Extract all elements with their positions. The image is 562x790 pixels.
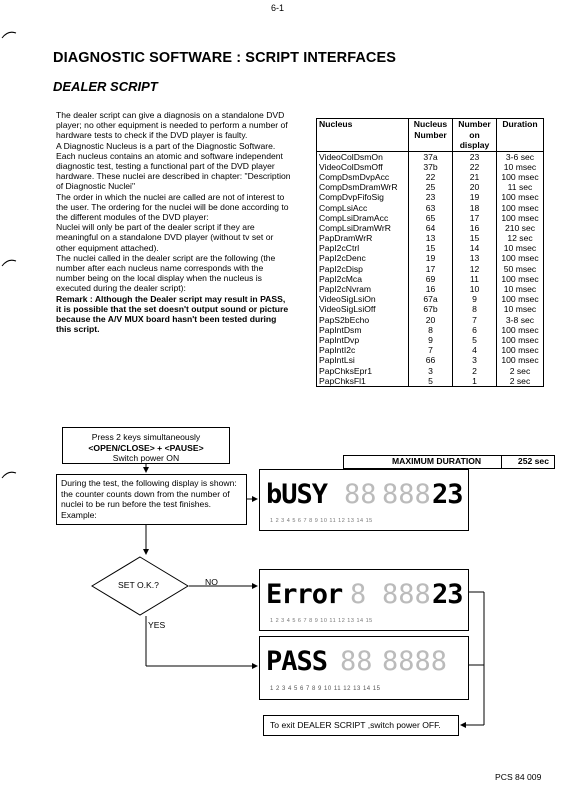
nucleus-number-cell: 3	[409, 365, 453, 375]
nucleus-number-cell: 69	[409, 274, 453, 284]
duration-cell: 210 sec	[497, 223, 544, 233]
nucleus-name-cell: VideoSigLsiOn	[317, 294, 409, 304]
nucleus-name-cell: PapIntI2c	[317, 345, 409, 355]
display-number-cell: 17	[453, 213, 497, 223]
display-busy-counter: 23	[432, 479, 463, 510]
display-number-cell: 3	[453, 355, 497, 365]
display-number-cell: 6	[453, 325, 497, 335]
display-number-cell: 1	[453, 376, 497, 387]
nucleus-number-cell: 19	[409, 253, 453, 263]
duration-cell: 100 msec	[497, 274, 544, 284]
nucleus-number-cell: 8	[409, 325, 453, 335]
duration-cell: 100 msec	[497, 355, 544, 365]
intro-paragraph: The dealer script can give a diagnosis on a standalone DVD player; no other equipment is needed to perform a number of hardware tests to check if the DVD player is faulty.	[56, 110, 288, 141]
display-error-counter: 23	[432, 579, 463, 610]
display-segment-blank: 8888	[382, 646, 448, 677]
duration-cell: 100 msec	[497, 213, 544, 223]
header-display-number: Number on display	[453, 119, 497, 152]
nucleus-number-cell: 16	[409, 284, 453, 294]
display-busy	[259, 469, 469, 531]
nucleus-name-cell: CompLsiDramAcc	[317, 213, 409, 223]
nucleus-name-cell: VideoColDsmOff	[317, 162, 409, 172]
display-busy-text: bUSY	[266, 479, 328, 510]
nucleus-number-cell: 37b	[409, 162, 453, 172]
display-number-cell: 15	[453, 233, 497, 243]
display-number-cell: 19	[453, 192, 497, 202]
nucleus-name-cell: VideoSigLsiOff	[317, 304, 409, 314]
nucleus-name-cell: PapChksEpr1	[317, 365, 409, 375]
display-error	[259, 569, 469, 631]
display-number-cell: 8	[453, 304, 497, 314]
intro-paragraph: A Diagnostic Nucleus is a part of the Diagnostic Software. Each nucleus contains an atomic and software independent diagnostic test, testing a functional part of the DVD player hardware. These nuclei are described in chapter: "Description of Diagnostic Nuclei"	[56, 140, 291, 192]
display-segment-blank: 8	[350, 579, 367, 610]
duration-cell: 3-6 sec	[497, 151, 544, 162]
display-number-cell: 14	[453, 243, 497, 253]
nucleus-name-cell: CompLsiAcc	[317, 202, 409, 212]
intro-paragraph: The nuclei called in the dealer script are the following (the number after each nucleus name corresponds with the number being on the local display when the nucleus is executed during the dealer script):	[56, 252, 276, 294]
nucleus-name-cell: PapI2cNvram	[317, 284, 409, 294]
section-subtitle: DEALER SCRIPT	[53, 79, 158, 94]
display-number-cell: 5	[453, 335, 497, 345]
nucleus-number-cell: 20	[409, 315, 453, 325]
no-label: NO	[205, 577, 218, 587]
page-title: DIAGNOSTIC SOFTWARE : SCRIPT INTERFACES	[53, 50, 397, 66]
duration-cell: 3-8 sec	[497, 315, 544, 325]
duration-cell: 10 msec	[497, 304, 544, 314]
nucleus-name-cell: CompDsmDvpAcc	[317, 172, 409, 182]
duration-cell: 100 msec	[497, 345, 544, 355]
test-description-box: During the test, the following display is shown: the counter counts down from the number of nuclei to be run before the test finishes. Example:	[56, 474, 247, 525]
nucleus-name-cell: PapIntDvp	[317, 335, 409, 345]
duration-cell: 100 msec	[497, 172, 544, 182]
nucleus-name-cell: PapI2cCtrl	[317, 243, 409, 253]
nucleus-name-cell: PapI2cMca	[317, 274, 409, 284]
nucleus-number-cell: 67a	[409, 294, 453, 304]
nucleus-name-cell: CompDsmDramWrR	[317, 182, 409, 192]
nucleus-number-cell: 67b	[409, 304, 453, 314]
intro-paragraph: The order in which the nuclei are called are not of interest to the user. The ordering for the nuclei will be done according to the different modules of the DVD player:	[56, 191, 289, 223]
duration-cell: 100 msec	[497, 253, 544, 263]
display-number-cell: 18	[453, 202, 497, 212]
display-number-cell: 22	[453, 162, 497, 172]
display-number-cell: 23	[453, 151, 497, 162]
display-number-cell: 16	[453, 223, 497, 233]
max-duration-label: MAXIMUM DURATION	[392, 456, 482, 466]
display-number-cell: 13	[453, 253, 497, 263]
start-line: <OPEN/CLOSE> + <PAUSE>	[88, 442, 204, 453]
display-number-cell: 12	[453, 264, 497, 274]
display-number-cell: 20	[453, 182, 497, 192]
display-segment-blank: 888	[382, 579, 431, 610]
nucleus-number-cell: 65	[409, 213, 453, 223]
document-code: PCS 84 009	[495, 772, 542, 782]
duration-cell: 11 sec	[497, 182, 544, 192]
start-line: Switch power ON	[112, 453, 180, 463]
header-nucleus: Nucleus	[317, 119, 409, 152]
page-number: 6-1	[271, 3, 285, 13]
nucleus-number-cell: 66	[409, 355, 453, 365]
duration-cell: 100 msec	[497, 192, 544, 202]
remark: Remark : Although the Dealer script may result in PASS, it is possible that the set doesn't output sound or picture because the A/V MUX board hasn't been tested during this script.	[56, 293, 289, 335]
display-index: 1 2 3 4 5 6 7 8 9 10 11 12 13 14 15	[270, 618, 373, 624]
duration-cell: 12 sec	[497, 233, 544, 243]
duration-cell: 10 msec	[497, 284, 544, 294]
nucleus-name-cell: PapS2bEcho	[317, 315, 409, 325]
display-number-cell: 2	[453, 365, 497, 375]
nucleus-number-cell: 5	[409, 376, 453, 387]
duration-cell: 2 sec	[497, 376, 544, 387]
display-number-cell: 7	[453, 315, 497, 325]
nucleus-number-cell: 13	[409, 233, 453, 243]
nucleus-name-cell: PapDramWrR	[317, 233, 409, 243]
display-number-cell: 4	[453, 345, 497, 355]
nucleus-name-cell: PapIntDsm	[317, 325, 409, 335]
header-duration: Duration	[497, 119, 544, 152]
nucleus-name-cell: CompDvpFifoSig	[317, 192, 409, 202]
decision-label: SET O.K.?	[118, 580, 159, 590]
start-line: Press 2 keys simultaneously	[91, 432, 201, 442]
nucleus-number-cell: 37a	[409, 151, 453, 162]
duration-cell: 100 msec	[497, 335, 544, 345]
nucleus-name-cell: PapI2cDisp	[317, 264, 409, 274]
duration-cell: 100 msec	[497, 202, 544, 212]
duration-cell: 100 msec	[497, 325, 544, 335]
display-error-text: Error	[266, 579, 343, 610]
duration-cell: 2 sec	[497, 365, 544, 375]
duration-cell: 10 msec	[497, 162, 544, 172]
nucleus-name-cell: CompLsiDramWrR	[317, 223, 409, 233]
nucleus-name-cell: VideoColDsmOn	[317, 151, 409, 162]
display-number-cell: 11	[453, 274, 497, 284]
nucleus-number-cell: 9	[409, 335, 453, 345]
nucleus-number-cell: 22	[409, 172, 453, 182]
display-pass-text: PASS	[266, 646, 328, 677]
nucleus-number-cell: 64	[409, 223, 453, 233]
nucleus-number-cell: 17	[409, 264, 453, 274]
display-segment-blank: 88	[344, 479, 377, 510]
nucleus-name-cell: PapIntLsi	[317, 355, 409, 365]
duration-cell: 50 msec	[497, 264, 544, 274]
display-index: 1 2 3 4 5 6 7 8 9 10 11 12 13 14 15	[270, 518, 373, 524]
header-nucleus-number: Nucleus Number	[409, 119, 453, 152]
nucleus-number-cell: 7	[409, 345, 453, 355]
display-segment-blank: 888	[382, 479, 431, 510]
exit-instructions-box: To exit DEALER SCRIPT ,switch power OFF.	[263, 715, 459, 736]
display-pass	[259, 636, 469, 700]
nucleus-number-cell: 63	[409, 202, 453, 212]
nucleus-number-cell: 25	[409, 182, 453, 192]
nucleus-number-cell: 15	[409, 243, 453, 253]
display-number-cell: 9	[453, 294, 497, 304]
display-number-cell: 10	[453, 284, 497, 294]
nucleus-name-cell: PapChksFl1	[317, 376, 409, 387]
display-segment-blank: 88	[340, 646, 373, 677]
duration-cell: 10 msec	[497, 243, 544, 253]
intro-paragraph: Nuclei will only be part of the dealer script if they are meaningful on a standalone DVD player (without tv set or other equipment attached).	[56, 222, 274, 253]
nucleus-number-cell: 23	[409, 192, 453, 202]
duration-cell: 100 msec	[497, 294, 544, 304]
display-index: 1 2 3 4 5 6 7 8 9 10 11 12 13 14 15	[270, 686, 381, 692]
yes-label: YES	[148, 620, 166, 630]
display-number-cell: 21	[453, 172, 497, 182]
max-duration-value: 252 sec	[517, 456, 549, 466]
nucleus-name-cell: PapI2cDenc	[317, 253, 409, 263]
